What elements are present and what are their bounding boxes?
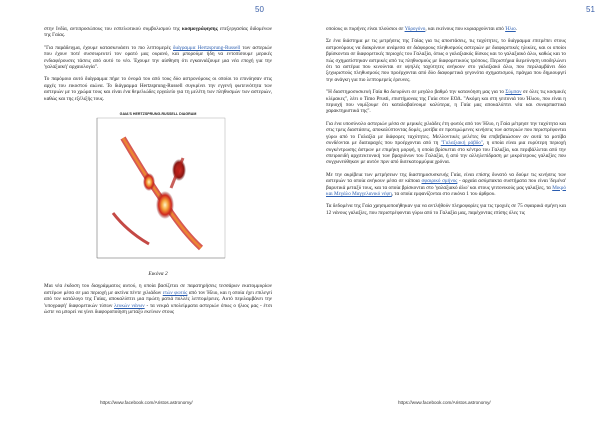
paragraph: οποίους οι πυρήνες είναι πλούσιοι σε Υδρογόνο, και εκείνους που κυριαρχούνται από Ήλιο.	[326, 26, 518, 32]
right-page	[300, 0, 600, 424]
page-footer[interactable]: https://www.facebook.com/Aristos.astronomy/	[398, 400, 491, 405]
page-footer[interactable]: https://www.facebook.com/Aristos.astronomy/	[100, 400, 193, 405]
universe-link[interactable]: Σύμπαν	[505, 89, 522, 96]
paragraph: Για ένα υποσύνολο αστεριών μέσα σε μερικές χιλιάδες έτη φωτός από τον Ήλιο, η Γαία μέτρησε την ταχύτητα και στις τρεις διαστάσεις, αποκαλύπτοντας δομές, μοτίβα σε προτιμώμενες κινήσεις των αστεριών που περιστρέφονται γύρω από το Γαλαξία με διάφορες ταχύτητες. Μελλοντικές μελέτες θα επιβεβαιώσουν αν αυτά τα μοτίβα συνδέονται με διαταραχές που προέρχονται από τη "Γαλαξιακή ράβδο", η οποία είναι μια ευρύτερη περιοχή συγκέντρωσης άστρων με επιμήκη μορφή, η οποία βρίσκεται στο κέντρο του Γαλαξία, και περιβάλλεται από την σπειροειδή αρχιτεκτονική των βραχιόνων του Γαλαξία, ή από την αλληλεπίδραση με μικρότερους γαλαξίες που συγχωνεύθηκαν με αυτόν πριν από δισεκατομμύρια χρόνια.	[326, 120, 566, 166]
right-text-column	[326, 26, 566, 222]
white-dwarfs-link[interactable]: λευκών νάνων	[114, 302, 145, 309]
magellanic-clouds-link[interactable]: Μικρό και Μεγάλο Μαγγελανικό νέφη	[326, 184, 566, 197]
paragraph: Με την ακρίβεια των μετρήσεων της διαστημοσυσκευής Γαία, είναι επίσης δυνατό να δούμε τις κινήσεις των αστεριών τα οποία ανήκουν μέσα σε κάποια σφαιρικό σμήνος - αρχαία ασύμπακτα συστήματα που είναι 'δεμένα' βαρυτικά μεταξύ τους, και τα οποία βρίσκονται στο 'γαλαξιακό άλω' και στους γειτονικούς μας γαλαξίες, τα Μικρό και Μεγάλο Μαγγελανικό νέφη, τα οποία εμφανίζονται στο εικόνα 1 του άρθρου.	[326, 171, 566, 197]
paragraph: στην Ινδία, αντιπροσώπους του εσπελωτικού συμβολισμού της κοσμογράφησης επεξεργασίας διδομένων της Γαίας.	[44, 26, 272, 39]
bold-term: κοσμογράφησης	[181, 26, 218, 32]
left-text-column	[44, 26, 272, 322]
hr-diagram-image	[83, 108, 233, 268]
globular-cluster-link[interactable]: σφαιρικό σμήνος	[421, 178, 458, 185]
paragraph: "Η διαστημοσυσκευή Γαία θα διευρύνει σε μεγάλο βαθμό την κατανόηση μας για το Σύμπαν σε όλες τις κοσμικές κλίμακες", λέει ο Timo Prusti, επιστήμονας της Γαία στον ΕΟΔ. "Ακόμη και στη γειτονιά του Ήλιου, που είναι η περιοχή που νομίζουμε ότι καταλαβαίνουμε καλύτερα, η Γαία μας αποκαλύπτει νέα και συναρπαστικά χαρακτηριστικά της".	[326, 89, 567, 115]
paragraph: Σε ένα διάστημα με τις μετρήσεις της Γαίας για τις αποστάσεις, τις ταχύτητες, το διάγραμμα επιτρέπει στους αστρονόμους να διακρίνουν ανάμεσα σε διάφορους πληθυσμούς αστεριών με διαφορετικές ηλικίες, και οι οποίοι βρίσκονται σε διαφορετικές περιοχές του Γαλαξία, όπως ο γαλαξιακός δίσκος και το γαλαξιακό άλω, καθώς και το πώς σχηματίστηκαν αστρικές από τις πληθυσμούς με διαφορετικούς τρόπους. Περιστήρια διερεύνηση υποδηλώνει ότι τα αστέρια που κινούνται σε υψηλές ταχύτητες ανήκουν στο γαλαξιακό άλω, που περιλαμβάνει δύο ξεχωριστούς πληθυσμούς που προέρχονται από δύο διαφορετικά γεγονότα σχηματισμού, πράγμα που δημιουργεί την ανάγκη για πιο λεπτομερείς έρευνες.	[326, 38, 566, 83]
page-number: 50	[255, 5, 264, 14]
paragraph: Το παρόμοιο αυτό διάγραμμα πήρε το όνομά του από τους δύο αστρονόμους οι οποίοι το επινόησαν στις αρχές του εικοστού αιώνα. Το διάγραμμα Hertzsprung-Russell συγκρίνει την εγγενή φωτεινότητα των αστεριών με το χρώμα τους και είναι ένα θεμελιώδες εργαλείο για τη μελέτη των πληθυσμών των αστεριών, καθώς και της εξέλιξής τους.	[44, 76, 272, 102]
figure-caption: Εικόνα 2	[148, 271, 168, 278]
paragraph: Μια νέα έκδοση του διαγράμματος αυτού, η οποία βασίζεται σε παρατηρήσεις τεσσάρων εκατομμυρίων αστέρων μέσα σε μια περιοχή με ακτίνα πέντε χιλιάδων ετών φωτός από τον Ήλιο, και η οποία έχει επιλεγεί από τον κατάλογο της Γαίας, αποκαλύπτει μια πρώτη ματιά πολλές λεπτομέρειες. Αυτό περιλαμβάνει την 'υπογραφή' διαφορετικών τύπων λευκών νάνων - τα νεκρά υπολείμματα αστεριών όπως ο ήλιος μας - έτσι ώστε να μπορεί να γίνει διαφοροποίηση μεταξύ εκείνων στους	[44, 283, 273, 316]
page-number: 51	[586, 5, 595, 14]
helium-link[interactable]: Ήλιο	[505, 26, 516, 32]
paragraph: Τα δεδομένα της Γαία χρησιμοποιήθηκαν για να αντλήθούν πληροφορίες για τις τροχιές σε 75 σφαιρικά σμήνη και 12 νάνους γαλαξίες, που περιστρέφονται γύρω από το Γαλαξία μας, παρέχοντας επίσης όλες τις	[326, 203, 566, 216]
galactic-bar-link[interactable]: "Γαλαξιακή ράβδο"	[440, 140, 483, 147]
hydrogen-link[interactable]: Υδρογόνο	[404, 26, 426, 32]
hr-diagram-link[interactable]: διάγραμμα Hertzsprung-Russell	[172, 44, 241, 51]
figure-title: GAIA'S HERTZSPRUNG-RUSSELL DIAGRAM	[119, 112, 197, 117]
paragraph: "Για παράδειγμα, έχουμε κατασκευάσει το πιο λεπτομερές διάγραμμα Hertzsprung-Russell των αστεριών που έχουν ποτέ συσσωρευτεί τον ορατό μας ουρανό, και μπορούμε ήδη να εντοπίσουμε μερικές ενδιαφέρουσες τάσεις από αυτό το νέο. Έχουμε την αίσθηση ότι εγκαινιάζουμε μια νέα εποχή για την 'γαλαξιακή' αρχαιολογία".	[44, 44, 273, 71]
light-year-link[interactable]: ετών φωτός	[162, 289, 188, 296]
hr-diagram-figure	[83, 108, 233, 268]
